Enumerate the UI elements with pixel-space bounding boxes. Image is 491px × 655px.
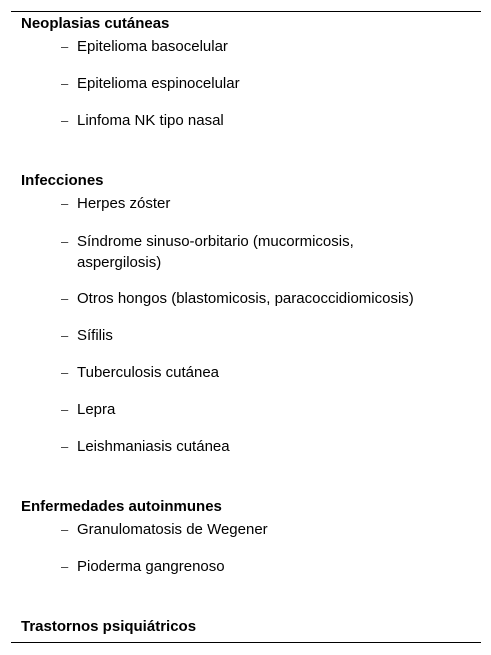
list-item (61, 288, 461, 309)
list-item-text: Tuberculosis cutánea (77, 364, 220, 381)
dash-bullet: – (61, 234, 69, 249)
list-item (61, 519, 461, 540)
list-item (61, 36, 461, 57)
section-heading: Enfermedades autoinmunes (21, 498, 222, 515)
dash-bullet: – (61, 439, 69, 454)
table-frame (11, 11, 481, 643)
list-item (61, 436, 461, 457)
list-item-text: Síndrome sinuso-orbitario (mucormicosis, aspergilosis) (77, 233, 354, 271)
dash-bullet: – (61, 402, 69, 417)
list-item (61, 73, 461, 94)
list-item-text: Herpes zóster (77, 195, 171, 212)
list-item-text: Epitelioma espinocelular (77, 75, 240, 92)
list-item-text: Epitelioma basocelular (77, 38, 228, 55)
list-item (61, 231, 391, 273)
section-heading: Trastornos psiquiátricos (21, 618, 197, 635)
list-item-text: Pioderma gangrenoso (77, 558, 225, 575)
list-item-text: Sífilis (77, 327, 113, 344)
section-heading: Infecciones (21, 172, 104, 189)
dash-bullet: – (61, 196, 69, 211)
list-item-text: Linfoma NK tipo nasal (77, 112, 224, 129)
dash-bullet: – (61, 76, 69, 91)
list-item-text: Granulomatosis de Wegener (77, 521, 268, 538)
list-item-text: Lepra (77, 401, 116, 418)
list-item (61, 110, 461, 131)
dash-bullet: – (61, 559, 69, 574)
dash-bullet: – (61, 365, 69, 380)
dash-bullet: – (61, 328, 69, 343)
dash-bullet: – (61, 291, 69, 306)
section-heading: Neoplasias cutáneas (21, 15, 170, 32)
list-item (61, 193, 461, 214)
dash-bullet: – (61, 522, 69, 537)
list-item (61, 399, 461, 420)
list-item-text: Otros hongos (blastomicosis, paracoccidiomicosis) (77, 290, 414, 307)
list-item-text: Leishmaniasis cutánea (77, 438, 230, 455)
list-item (61, 362, 461, 383)
list-item (61, 325, 461, 346)
list-item (61, 556, 461, 577)
dash-bullet: – (61, 113, 69, 128)
dash-bullet: – (61, 39, 69, 54)
